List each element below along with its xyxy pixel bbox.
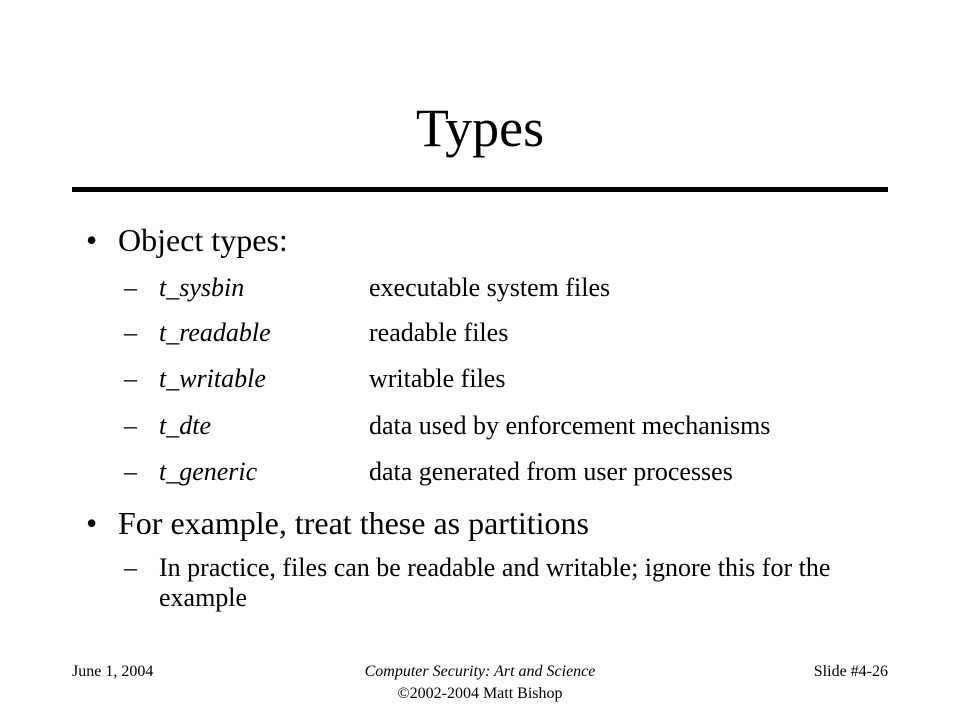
type-name: t_generic (159, 457, 258, 486)
type-name: t_dte (159, 411, 211, 440)
footer-date: June 1, 2004 (72, 663, 154, 680)
dash-marker: – (124, 273, 137, 302)
bullet-text: For example, treat these as partitions (118, 505, 589, 541)
footer-book-title: Computer Security: Art and Science (364, 663, 596, 680)
type-description: data used by enforcement mechanisms (369, 411, 771, 440)
type-description: executable system files (369, 273, 611, 302)
bullet-marker: • (86, 222, 98, 258)
dash-marker: – (124, 364, 137, 393)
dash-marker: – (124, 553, 137, 582)
dash-marker: – (124, 457, 137, 486)
title-divider (72, 187, 888, 192)
bullet-marker: • (86, 505, 98, 541)
bullet-text: Object types: (118, 222, 288, 258)
type-name: t_sysbin (159, 273, 245, 302)
type-name: t_readable (159, 318, 271, 347)
footer-copyright: ©2002-2004 Matt Bishop (397, 685, 563, 702)
type-description: writable files (369, 364, 506, 393)
slide-title: Types (415, 98, 545, 158)
footer-slide-number: Slide #4-26 (813, 663, 888, 680)
type-name: t_writable (159, 364, 266, 393)
note-text: In practice, files can be readable and writable; ignore this for the example (159, 553, 831, 612)
type-description: data generated from user processes (369, 457, 733, 486)
type-description: readable files (369, 318, 509, 347)
dash-marker: – (124, 411, 137, 440)
dash-marker: – (124, 318, 137, 347)
